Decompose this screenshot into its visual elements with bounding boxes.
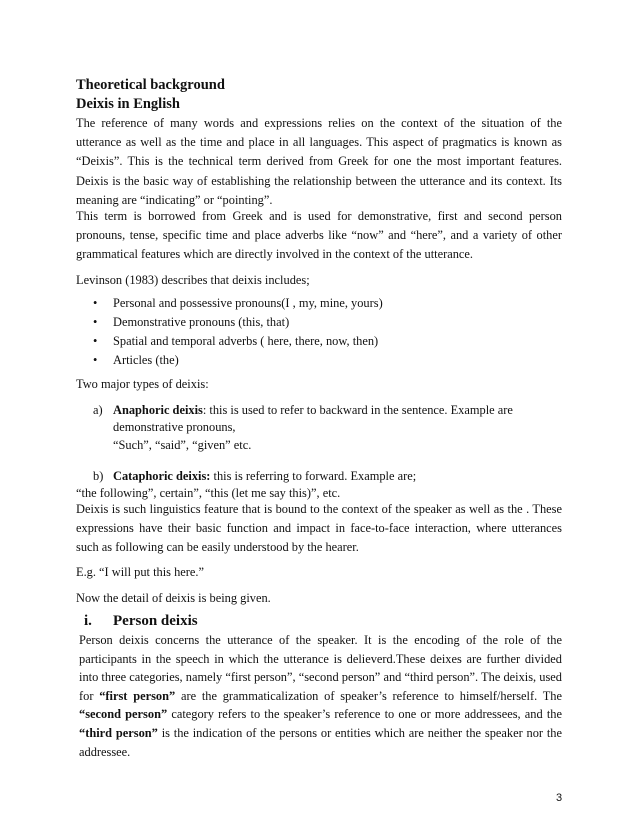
heading-deixis-in-english: Deixis in English: [76, 96, 180, 112]
bullet-marker: •: [93, 296, 98, 310]
types-intro: Two major types of deixis:: [76, 377, 209, 391]
paragraph-term-origin: This term is borrowed from Greek and is used for demonstrative, first and second person pronouns, tense, specific time and place adverbs like “now” and “here”, and a variety of other grammatical features which are directly involved in the context of the utterance.: [76, 209, 562, 262]
cataphoric-term: Cataphoric deixis:: [113, 469, 211, 483]
cataphoric-definition: this is referring to forward. Example are;: [210, 469, 417, 483]
list-marker: b): [93, 469, 104, 483]
bullet-marker: •: [93, 353, 98, 367]
list-marker: a): [93, 403, 103, 417]
paragraph-levinson: Levinson (1983) describes that deixis includes;: [76, 273, 310, 287]
detail-sentence: Now the detail of deixis is being given.: [76, 591, 271, 605]
example-sentence: E.g. “I will put this here.”: [76, 565, 205, 579]
person-text-1: Person deixis concerns the utterance of the speaker. It is the encoding of the role of the participants in the speech in which the utterance is delieverd.These deixes are further divided into three categories, namely “first person”, “second person” and “third person”. The deixis, used for: [79, 633, 562, 703]
section-title: Person deixis: [113, 613, 198, 629]
anaphoric-line-2: demonstrative pronouns,: [113, 420, 236, 434]
paragraph-intro: The reference of many words and expressions relies on the context of the situation of the utterance as well as the time and place in all languages. This aspect of pragmatics is known as “Deixis”. This is the technical term derived from Greek for one the most important features. Deixis is the basic way of establishing the relationship between the utterance and its context. Its meaning are “indicating” or “pointing”.: [76, 116, 562, 207]
anaphoric-examples: “Such”, “said”, “given” etc.: [113, 438, 252, 452]
bullet-item: Demonstrative pronouns (this, that): [113, 315, 290, 329]
anaphoric-first-line: [113, 402, 562, 418]
person-bold-third: “third person”: [79, 725, 158, 740]
person-text-4: is the indication of the persons or entities which are neither the speaker nor the addressee.: [79, 725, 563, 759]
person-text-3: category refers to the speaker’s reference to one or more addressees, and the: [167, 707, 562, 722]
cataphoric-examples: “the following”, certain”, “this (let me say this)”, etc.: [76, 486, 341, 500]
section-number: i.: [84, 613, 92, 629]
cataphoric-first-line: [113, 468, 416, 484]
anaphoric-term: Anaphoric deixis: [113, 403, 203, 417]
bullet-marker: •: [93, 315, 98, 329]
bullet-item: Articles (the): [113, 353, 179, 367]
bullet-item: Spatial and temporal adverbs ( here, there, now, then): [113, 334, 379, 348]
section-heading-person-deixis: [84, 612, 198, 630]
anaphoric-definition: : this is used to refer to backward in the sentence. Example are: [202, 403, 513, 417]
person-text-2: are the grammaticalization of speaker’s reference to himself/herself. The: [175, 688, 562, 703]
paragraph-face-to-face: Deixis is such linguistics feature that is bound to the context of the speaker as well as the . These expressions have their basic function and impact in face-to-face interaction, where utterances such as following can be easily understood by the hearer.: [76, 502, 562, 555]
bullet-marker: •: [93, 334, 98, 348]
page-number: 3: [556, 792, 563, 804]
person-bold-first: “first person”: [99, 688, 176, 703]
paragraph-person-deixis: [79, 631, 562, 761]
bullet-item: Personal and possessive pronouns(I , my, mine, yours): [113, 296, 383, 310]
heading-theoretical-background: Theoretical background: [76, 77, 225, 93]
person-bold-second: “second person”: [79, 707, 168, 722]
